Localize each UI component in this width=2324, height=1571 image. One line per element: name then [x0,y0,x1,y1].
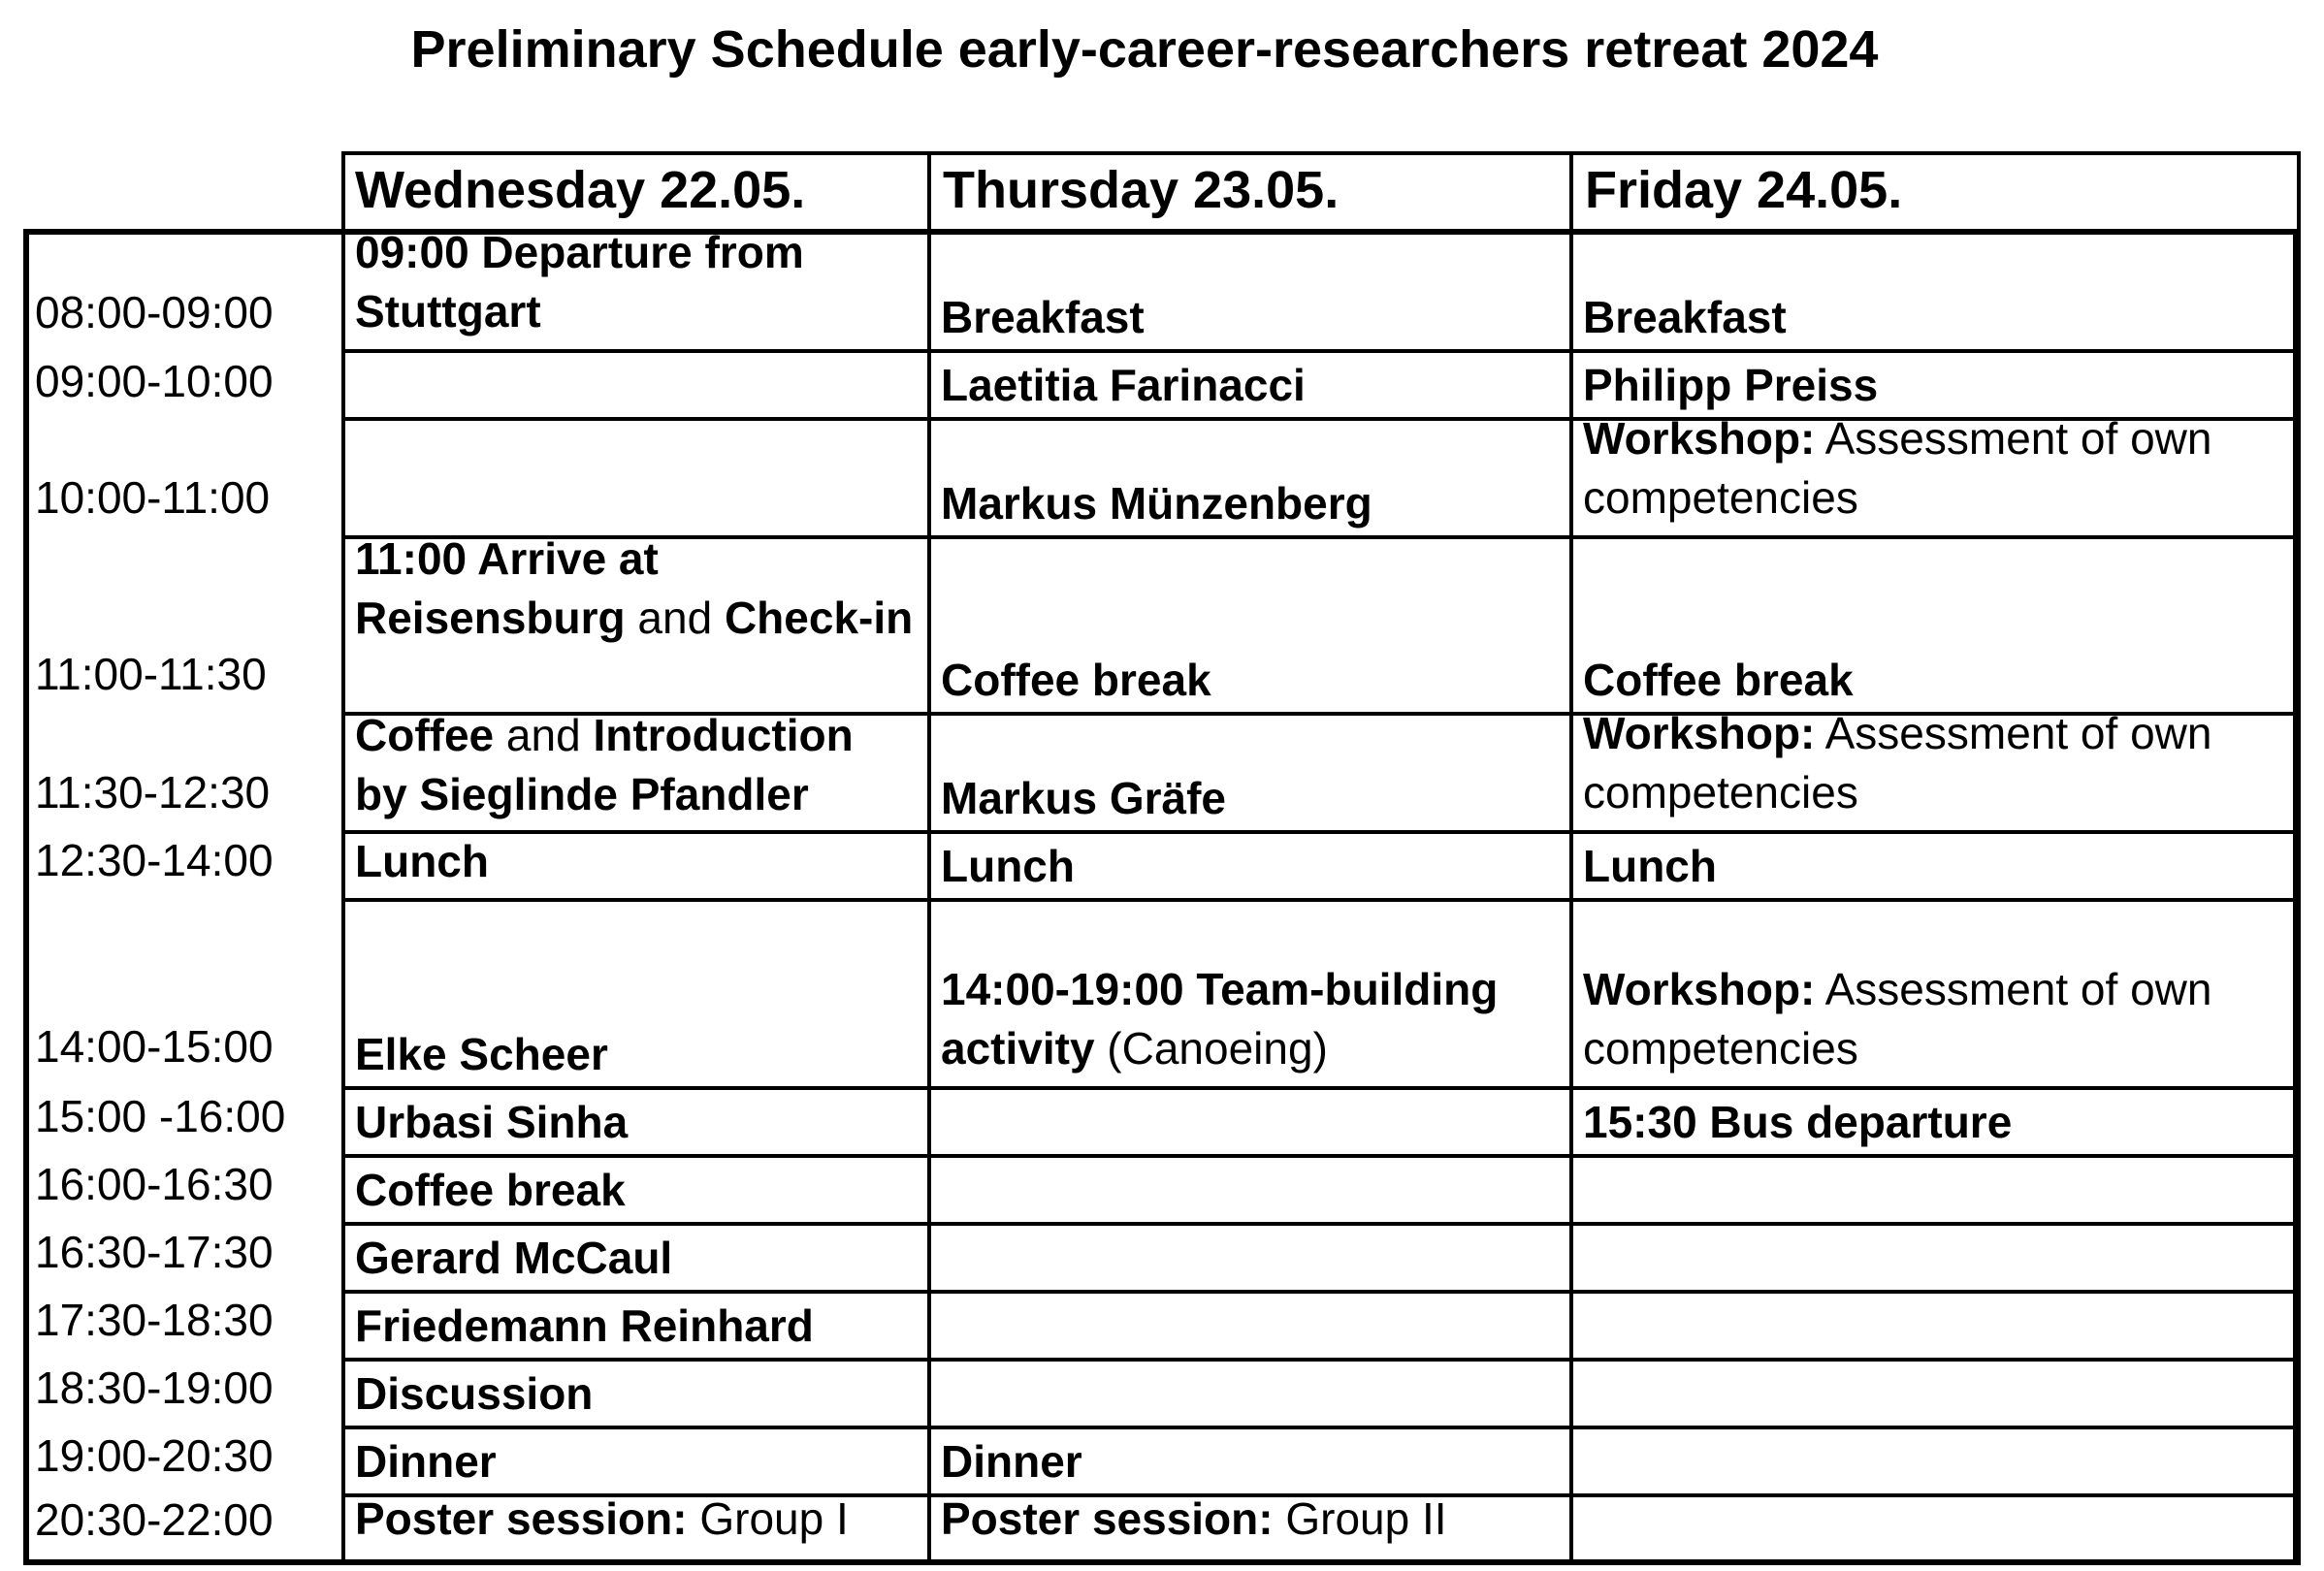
header-divider [927,151,931,233]
wed-cell [345,1226,927,1290]
wed-cell [345,1294,927,1358]
time-slot: 11:30-12:30 [35,767,271,818]
wed-event: Poster session: [355,1493,688,1544]
wed-event: Elke Scheer [355,1029,608,1079]
wed-cell [345,902,927,1086]
fri-event: Workshop: [1583,708,1816,758]
wed-event-detail: Group I [687,1493,849,1544]
wed-event: Coffee [355,710,495,760]
time-slot: 09:00-10:00 [35,356,274,406]
thu-event: 14:00-19:00 Team-building activity [941,964,1499,1074]
thu-cell [931,1490,1569,1557]
fri-cell [1573,539,2293,712]
fri-event-detail: Assessment of own competencies [1583,413,2212,523]
wed-event: 09:00 Departure from Stuttgart [355,227,804,337]
wed-event: Gerard McCaul [355,1233,673,1283]
fri-cell [1573,409,2293,535]
wed-cell [345,1429,927,1493]
wed-cell [345,223,927,349]
time-slot: 10:00-11:00 [35,472,271,523]
fri-cell [1573,704,2293,830]
time-slot: 11:00-11:30 [35,649,267,699]
thu-cell [931,233,1569,349]
wed-event: Lunch [355,836,489,886]
fri-event-detail: Assessment of own competencies [1583,708,2212,818]
fri-event-detail: Assessment of own competencies [1583,964,2212,1074]
fri-event: Breakfast [1583,292,1787,342]
wed-event: Coffee break [355,1165,626,1215]
wed-event: Urbasi Sinha [355,1097,629,1147]
thu-event: Markus Gräfe [941,773,1227,823]
time-slot: 19:00-20:30 [35,1430,274,1481]
wed-cell [345,1362,927,1426]
time-slot: 20:30-22:00 [35,1494,274,1545]
thu-event: Lunch [941,841,1075,891]
time-slot: 14:00-15:00 [35,1021,274,1072]
wed-event: Check-in [724,593,914,643]
fri-event: Lunch [1583,841,1717,891]
thu-event: Coffee break [941,655,1211,705]
column-divider [2293,229,2297,1565]
thu-event-detail: Group II [1273,1493,1447,1544]
thu-event: Poster session: [941,1493,1274,1544]
time-slot: 08:00-09:00 [35,287,274,337]
thu-event: Dinner [941,1436,1082,1487]
thu-event: Laetitia Farinacci [941,360,1306,410]
time-slot: 16:00-16:30 [35,1159,274,1209]
thu-cell [931,834,1569,898]
wed-event: Discussion [355,1368,594,1419]
thu-cell [931,960,1569,1080]
day-header-thursday: Thursday 23.05. [943,161,1340,219]
fri-event: 15:30 Bus departure [1583,1097,2013,1147]
wed-cell [345,529,927,712]
fri-cell [1573,233,2293,349]
time-slot: 15:00 -16:00 [35,1091,286,1141]
time-slot: 17:30-18:30 [35,1295,274,1345]
wed-cell [345,706,927,830]
wed-cell [345,1490,927,1557]
thu-cell [931,421,1569,535]
day-header-friday: Friday 24.05. [1585,161,1903,219]
wed-event: Introduction by Sieglinde Pfandler [355,710,854,819]
thu-cell [931,1429,1569,1493]
fri-cell [1573,834,2293,898]
thu-cell [931,539,1569,712]
fri-cell [1573,960,2293,1080]
thu-event-detail: (Canoeing) [1094,1023,1328,1074]
time-slot: 16:30-17:30 [35,1227,274,1277]
thu-event: Markus Münzenberg [941,478,1372,529]
time-slot: 18:30-19:00 [35,1363,274,1413]
wed-event-conj: and [494,710,594,760]
thu-event: Breakfast [941,292,1145,342]
time-slot: 12:30-14:00 [35,835,274,885]
page-title: Preliminary Schedule early-career-researchers retreat 2024 [410,20,1879,79]
header-divider [1569,151,1573,233]
wed-event: Dinner [355,1436,497,1487]
fri-event: Coffee break [1583,655,1854,705]
wed-event: 11:00 Arrive at Reisensburg [355,533,659,643]
fri-cell [1573,1090,2293,1154]
wed-cell [345,832,927,898]
wed-event-conj: and [625,593,725,643]
thu-cell [931,353,1569,417]
thu-cell [931,716,1569,830]
day-header-wednesday: Wednesday 22.05. [355,161,806,219]
wed-cell [345,1090,927,1154]
wed-cell [345,1158,927,1222]
fri-event: Workshop: [1583,413,1816,464]
wed-event: Friedemann Reinhard [355,1300,814,1351]
fri-event: Philipp Preiss [1583,360,1879,410]
fri-cell [1573,353,2293,417]
fri-event: Workshop: [1583,964,1816,1014]
